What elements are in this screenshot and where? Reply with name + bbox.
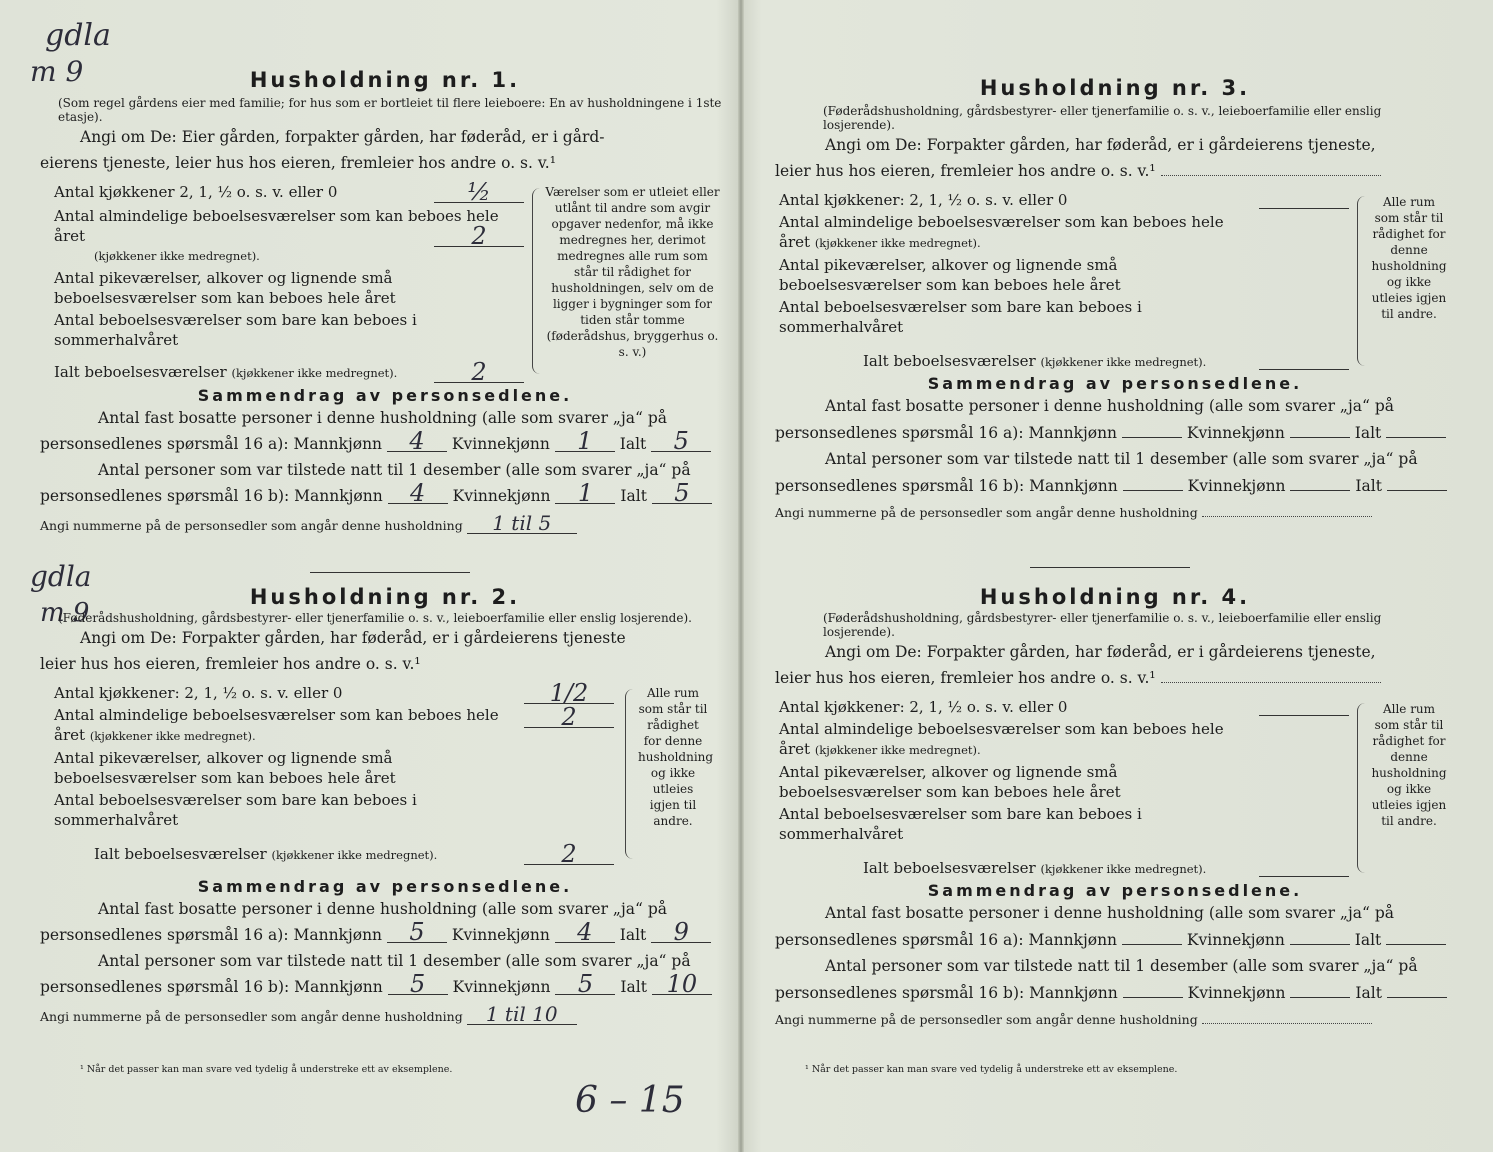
page-fold (738, 0, 744, 1152)
total-label: Ialt (1355, 477, 1382, 495)
rooms-value: 2 (434, 226, 524, 247)
male-16a: 4 (387, 431, 447, 452)
total-rooms-value: 2 (434, 362, 524, 383)
summary-16a (775, 926, 1455, 953)
summary-title: Sammendrag av personsedlene. (927, 374, 1303, 393)
summary-16a (40, 918, 730, 948)
maid-rooms-label: Antal pikeværelser, alkover og lignende små beboelsesværelser som kan beboes hele året (779, 256, 1121, 294)
answer-blank (1161, 682, 1381, 683)
margin-mark: gdla (45, 18, 111, 53)
question-line: Angi om De: Forpakter gården, har føderåd, er i gårdeierens tjeneste, (825, 136, 1376, 154)
summary-title: Sammendrag av personsedlene. (197, 386, 573, 405)
summary-label: personsedlenes spørsmål 16 a): Mannkjønn (40, 435, 383, 453)
rooms-section (775, 697, 1455, 877)
household-1 (40, 68, 730, 534)
side-note: Værelser som er utleiet eller utlånt til andre som avgir opgaver nedenfor, må ikke medregnes her, derimot medregnes alle rum som står til rådighet for husholdningen, selv om de ligger i bygninger som for tiden står tomme (føderådshus, bryggerhus o. s. v.) (545, 185, 720, 359)
margin-mark: m 9 (40, 598, 90, 628)
numbers-value: 1 til 5 (467, 513, 577, 534)
left-page (40, 0, 730, 1152)
summary-label: personsedlenes spørsmål 16 a): Mannkjønn (40, 926, 383, 944)
question-line: leier hus hos eieren, fremleier hos andre o. s. v.¹ (40, 655, 421, 673)
summer-rooms-label: Antal beboelsesværelser som bare kan beboes i sommerhalvåret (779, 298, 1142, 336)
numbers-value (1202, 1023, 1372, 1024)
rooms-label: Antal almindelige beboelsesværelser som kan beboes hele året (54, 706, 499, 744)
female-16a: 4 (555, 922, 615, 943)
summary-line: Antal fast bosatte personer i denne husholdning (alle som svarer „ja“ på (825, 904, 1395, 922)
household-4 (775, 585, 1455, 1027)
summary-label: personsedlenes spørsmål 16 b): Mannkjønn (775, 984, 1118, 1002)
total-label: Ialt (1354, 424, 1382, 442)
rooms-value: 2 (524, 707, 614, 728)
total-rooms-value: 2 (524, 844, 614, 865)
brace (1357, 196, 1366, 366)
margin-mark: gdla (30, 560, 92, 593)
summary-label: personsedlenes spørsmål 16 b): Mannkjønn (40, 487, 383, 505)
summary-title: Sammendrag av personsedlene. (197, 877, 573, 896)
female-label: Kvinnekjønn (451, 926, 550, 944)
kitchens-label: Antal kjøkkener: 2, 1, ½ o. s. v. eller 0 (779, 191, 1068, 209)
summary-line: Antal personer som var tilstede natt til 1 desember (alle som svarer „ja“ på (98, 461, 691, 479)
numbers-row (775, 1012, 1455, 1027)
total-rooms-label: Ialt beboelsesværelser (863, 859, 1036, 877)
summary-16a (40, 427, 730, 457)
total-rooms-value (1259, 858, 1349, 877)
rooms-note: (kjøkkener ikke medregnet). (89, 729, 256, 743)
female-label: Kvinnekjønn (1186, 424, 1285, 442)
total-label: Ialt (1355, 984, 1382, 1002)
household-2 (40, 585, 730, 1025)
household-note: (Som regel gårdens eier med familie; for hus som er bortleiet til flere leieboere: En av husholdningene i 1ste etasje). (58, 96, 722, 124)
summary-line: Antal personer som var tilstede natt til 1 desember (alle som svarer „ja“ på (825, 450, 1418, 468)
summer-rooms-label: Antal beboelsesværelser som bare kan beboes i sommerhalvåret (779, 805, 1142, 843)
total-rooms-label: Ialt beboelsesværelser (54, 363, 227, 381)
kitchens-value: 1/2 (524, 683, 614, 704)
summary-line: Antal personer som var tilstede natt til 1 desember (alle som svarer „ja“ på (825, 957, 1418, 975)
summer-rooms-label: Antal beboelsesværelser som bare kan beboes i sommerhalvåret (54, 791, 417, 829)
margin-mark: 6 – 15 (575, 1080, 685, 1121)
total-16a (1386, 419, 1446, 438)
rooms-note: (kjøkkener ikke medregnet). (94, 249, 260, 263)
male-16b (1123, 979, 1183, 998)
brace (625, 689, 634, 859)
male-16b (1123, 472, 1183, 491)
household-3 (775, 76, 1455, 520)
kitchens-value: ½ (434, 182, 524, 203)
summary-16b (40, 479, 730, 509)
total-label: Ialt (619, 435, 647, 453)
answer-blank (1161, 175, 1381, 176)
male-16a (1122, 926, 1182, 945)
question-line (775, 665, 1455, 691)
summary-line: Antal personer som var tilstede natt til 1 desember (alle som svarer „ja“ på (98, 952, 691, 970)
female-label: Kvinnekjønn (451, 435, 550, 453)
summary-line: Antal fast bosatte personer i denne husholdning (alle som svarer „ja“ på (98, 900, 668, 918)
numbers-row (40, 1004, 730, 1025)
rooms-section (40, 679, 730, 873)
question-line: Angi om De: Eier gården, forpakter gården, har føderåd, er i gård- (80, 128, 605, 146)
numbers-label: Angi nummerne på de personsedler som angår denne husholdning (40, 1009, 463, 1024)
kitchens-value (1259, 697, 1349, 716)
total-rooms-value (1259, 351, 1349, 370)
rooms-note: (kjøkkener ikke medregnet). (814, 743, 981, 757)
female-16b (1290, 979, 1350, 998)
female-label: Kvinnekjønn (452, 487, 551, 505)
footnote: ¹ Når det passer kan man svare ved tydelig å understreke ett av eksemplene. (805, 1064, 1178, 1075)
female-label: Kvinnekjønn (1187, 477, 1286, 495)
rooms-label: Antal almindelige beboelsesværelser som kan beboes hele året (54, 207, 499, 245)
total-16b (1387, 472, 1447, 491)
total-16a: 9 (651, 922, 711, 943)
summary-line: Antal fast bosatte personer i denne husholdning (alle som svarer „ja“ på (825, 397, 1395, 415)
numbers-value (1202, 516, 1372, 517)
kitchens-label: Antal kjøkkener: 2, 1, ½ o. s. v. eller 0 (779, 698, 1068, 716)
female-label: Kvinnekjønn (452, 978, 551, 996)
right-page (775, 0, 1455, 1152)
summary-16a (775, 419, 1455, 446)
male-16b: 5 (388, 974, 448, 995)
numbers-row (775, 505, 1455, 520)
rooms-section (40, 178, 730, 386)
female-label: Kvinnekjønn (1186, 931, 1285, 949)
total-16a: 5 (651, 431, 711, 452)
side-note: Alle rum som står til rådighet for denne husholdning og ikke utleies igjen til andre. (1371, 702, 1447, 828)
household-title: Husholdning nr. 4. (979, 585, 1251, 609)
numbers-label: Angi nummerne på de personsedler som angår denne husholdning (775, 505, 1198, 520)
total-label: Ialt (620, 978, 647, 996)
total-16a (1386, 926, 1446, 945)
total-label: Ialt (1354, 931, 1382, 949)
question-text: leier hus hos eieren, fremleier hos andre o. s. v.¹ (775, 669, 1156, 687)
female-16a (1290, 926, 1350, 945)
summary-line: Antal fast bosatte personer i denne husholdning (alle som svarer „ja“ på (98, 409, 668, 427)
summary-title: Sammendrag av personsedlene. (927, 881, 1303, 900)
total-rooms-label: Ialt beboelsesværelser (863, 352, 1036, 370)
question-line: eierens tjeneste, leier hus hos eieren, fremleier hos andre o. s. v.¹ (40, 154, 556, 172)
female-16a (1290, 419, 1350, 438)
summary-label: personsedlenes spørsmål 16 a): Mannkjønn (775, 931, 1118, 949)
female-16b (1290, 472, 1350, 491)
summary-label: personsedlenes spørsmål 16 a): Mannkjønn (775, 424, 1118, 442)
household-title: Husholdning nr. 2. (249, 585, 521, 609)
question-line: Angi om De: Forpakter gården, har føderåd, er i gårdeierens tjeneste, (825, 643, 1376, 661)
question-line: Angi om De: Forpakter gården, har føderåd, er i gårdeierens tjeneste (80, 629, 626, 647)
kitchens-label: Antal kjøkkener: 2, 1, ½ o. s. v. eller 0 (54, 684, 343, 702)
brace (532, 188, 541, 374)
female-label: Kvinnekjønn (1187, 984, 1286, 1002)
brace (1357, 703, 1366, 873)
rooms-note: (kjøkkener ikke medregnet). (814, 236, 981, 250)
total-16b: 10 (652, 974, 712, 995)
kitchens-label: Antal kjøkkener 2, 1, ½ o. s. v. eller 0 (54, 183, 338, 201)
summary-16b (775, 979, 1455, 1006)
household-note: (Føderådshusholdning, gårdsbestyrer- eller tjenerfamilie o. s. v., leieboerfamilie eller enslig losjerende). (823, 104, 1382, 132)
household-note: (Føderådshusholdning, gårdsbestyrer- eller tjenerfamilie o. s. v., leieboerfamilie eller enslig losjerende). (58, 611, 692, 625)
summer-rooms-label: Antal beboelsesværelser som bare kan beboes i sommerhalvåret (54, 311, 417, 349)
summary-16b (40, 970, 730, 1000)
total-label: Ialt (620, 487, 647, 505)
rooms-label: Antal almindelige beboelsesværelser som kan beboes hele året (779, 213, 1224, 251)
maid-rooms-label: Antal pikeværelser, alkover og lignende små beboelsesværelser som kan beboes hele året (54, 269, 396, 307)
total-rooms-note: (kjøkkener ikke medregnet). (1040, 355, 1207, 369)
separator (1030, 567, 1190, 568)
numbers-value: 1 til 10 (467, 1004, 577, 1025)
side-note: Alle rum som står til rådighet for denne husholdning og ikke utleies igjen til andre. (638, 686, 714, 828)
numbers-label: Angi nummerne på de personsedler som angår denne husholdning (775, 1012, 1198, 1027)
numbers-label: Angi nummerne på de personsedler som angår denne husholdning (40, 518, 463, 533)
male-16b: 4 (388, 483, 448, 504)
total-rooms-label: Ialt beboelsesværelser (94, 845, 267, 863)
male-16a: 5 (387, 922, 447, 943)
household-title: Husholdning nr. 3. (979, 76, 1251, 100)
side-note: Alle rum som står til rådighet for denne husholdning og ikke utleies igjen til andre. (1371, 195, 1447, 321)
total-16b: 5 (652, 483, 712, 504)
numbers-row (40, 513, 730, 534)
household-title: Husholdning nr. 1. (249, 68, 521, 92)
question-line (775, 158, 1455, 184)
separator (310, 572, 470, 573)
female-16b: 1 (555, 483, 615, 504)
summary-label: personsedlenes spørsmål 16 b): Mannkjønn (775, 477, 1118, 495)
male-16a (1122, 419, 1182, 438)
kitchens-value (1259, 190, 1349, 209)
total-16b (1387, 979, 1447, 998)
rooms-section (775, 190, 1455, 370)
total-rooms-note: (kjøkkener ikke medregnet). (231, 366, 398, 380)
female-16a: 1 (555, 431, 615, 452)
margin-mark: m 9 (30, 55, 84, 88)
maid-rooms-label: Antal pikeværelser, alkover og lignende små beboelsesværelser som kan beboes hele året (779, 763, 1121, 801)
female-16b: 5 (555, 974, 615, 995)
summary-16b (775, 472, 1455, 499)
total-label: Ialt (619, 926, 647, 944)
maid-rooms-label: Antal pikeværelser, alkover og lignende små beboelsesværelser som kan beboes hele året (54, 749, 396, 787)
question-text: leier hus hos eieren, fremleier hos andre o. s. v.¹ (775, 162, 1156, 180)
total-rooms-note: (kjøkkener ikke medregnet). (1040, 862, 1207, 876)
household-note: (Føderådshusholdning, gårdsbestyrer- eller tjenerfamilie o. s. v., leieboerfamilie eller enslig losjerende). (823, 611, 1382, 639)
footnote: ¹ Når det passer kan man svare ved tydelig å understreke ett av eksemplene. (80, 1064, 453, 1075)
total-rooms-note: (kjøkkener ikke medregnet). (271, 848, 438, 862)
summary-label: personsedlenes spørsmål 16 b): Mannkjønn (40, 978, 383, 996)
rooms-label: Antal almindelige beboelsesværelser som kan beboes hele året (779, 720, 1224, 758)
